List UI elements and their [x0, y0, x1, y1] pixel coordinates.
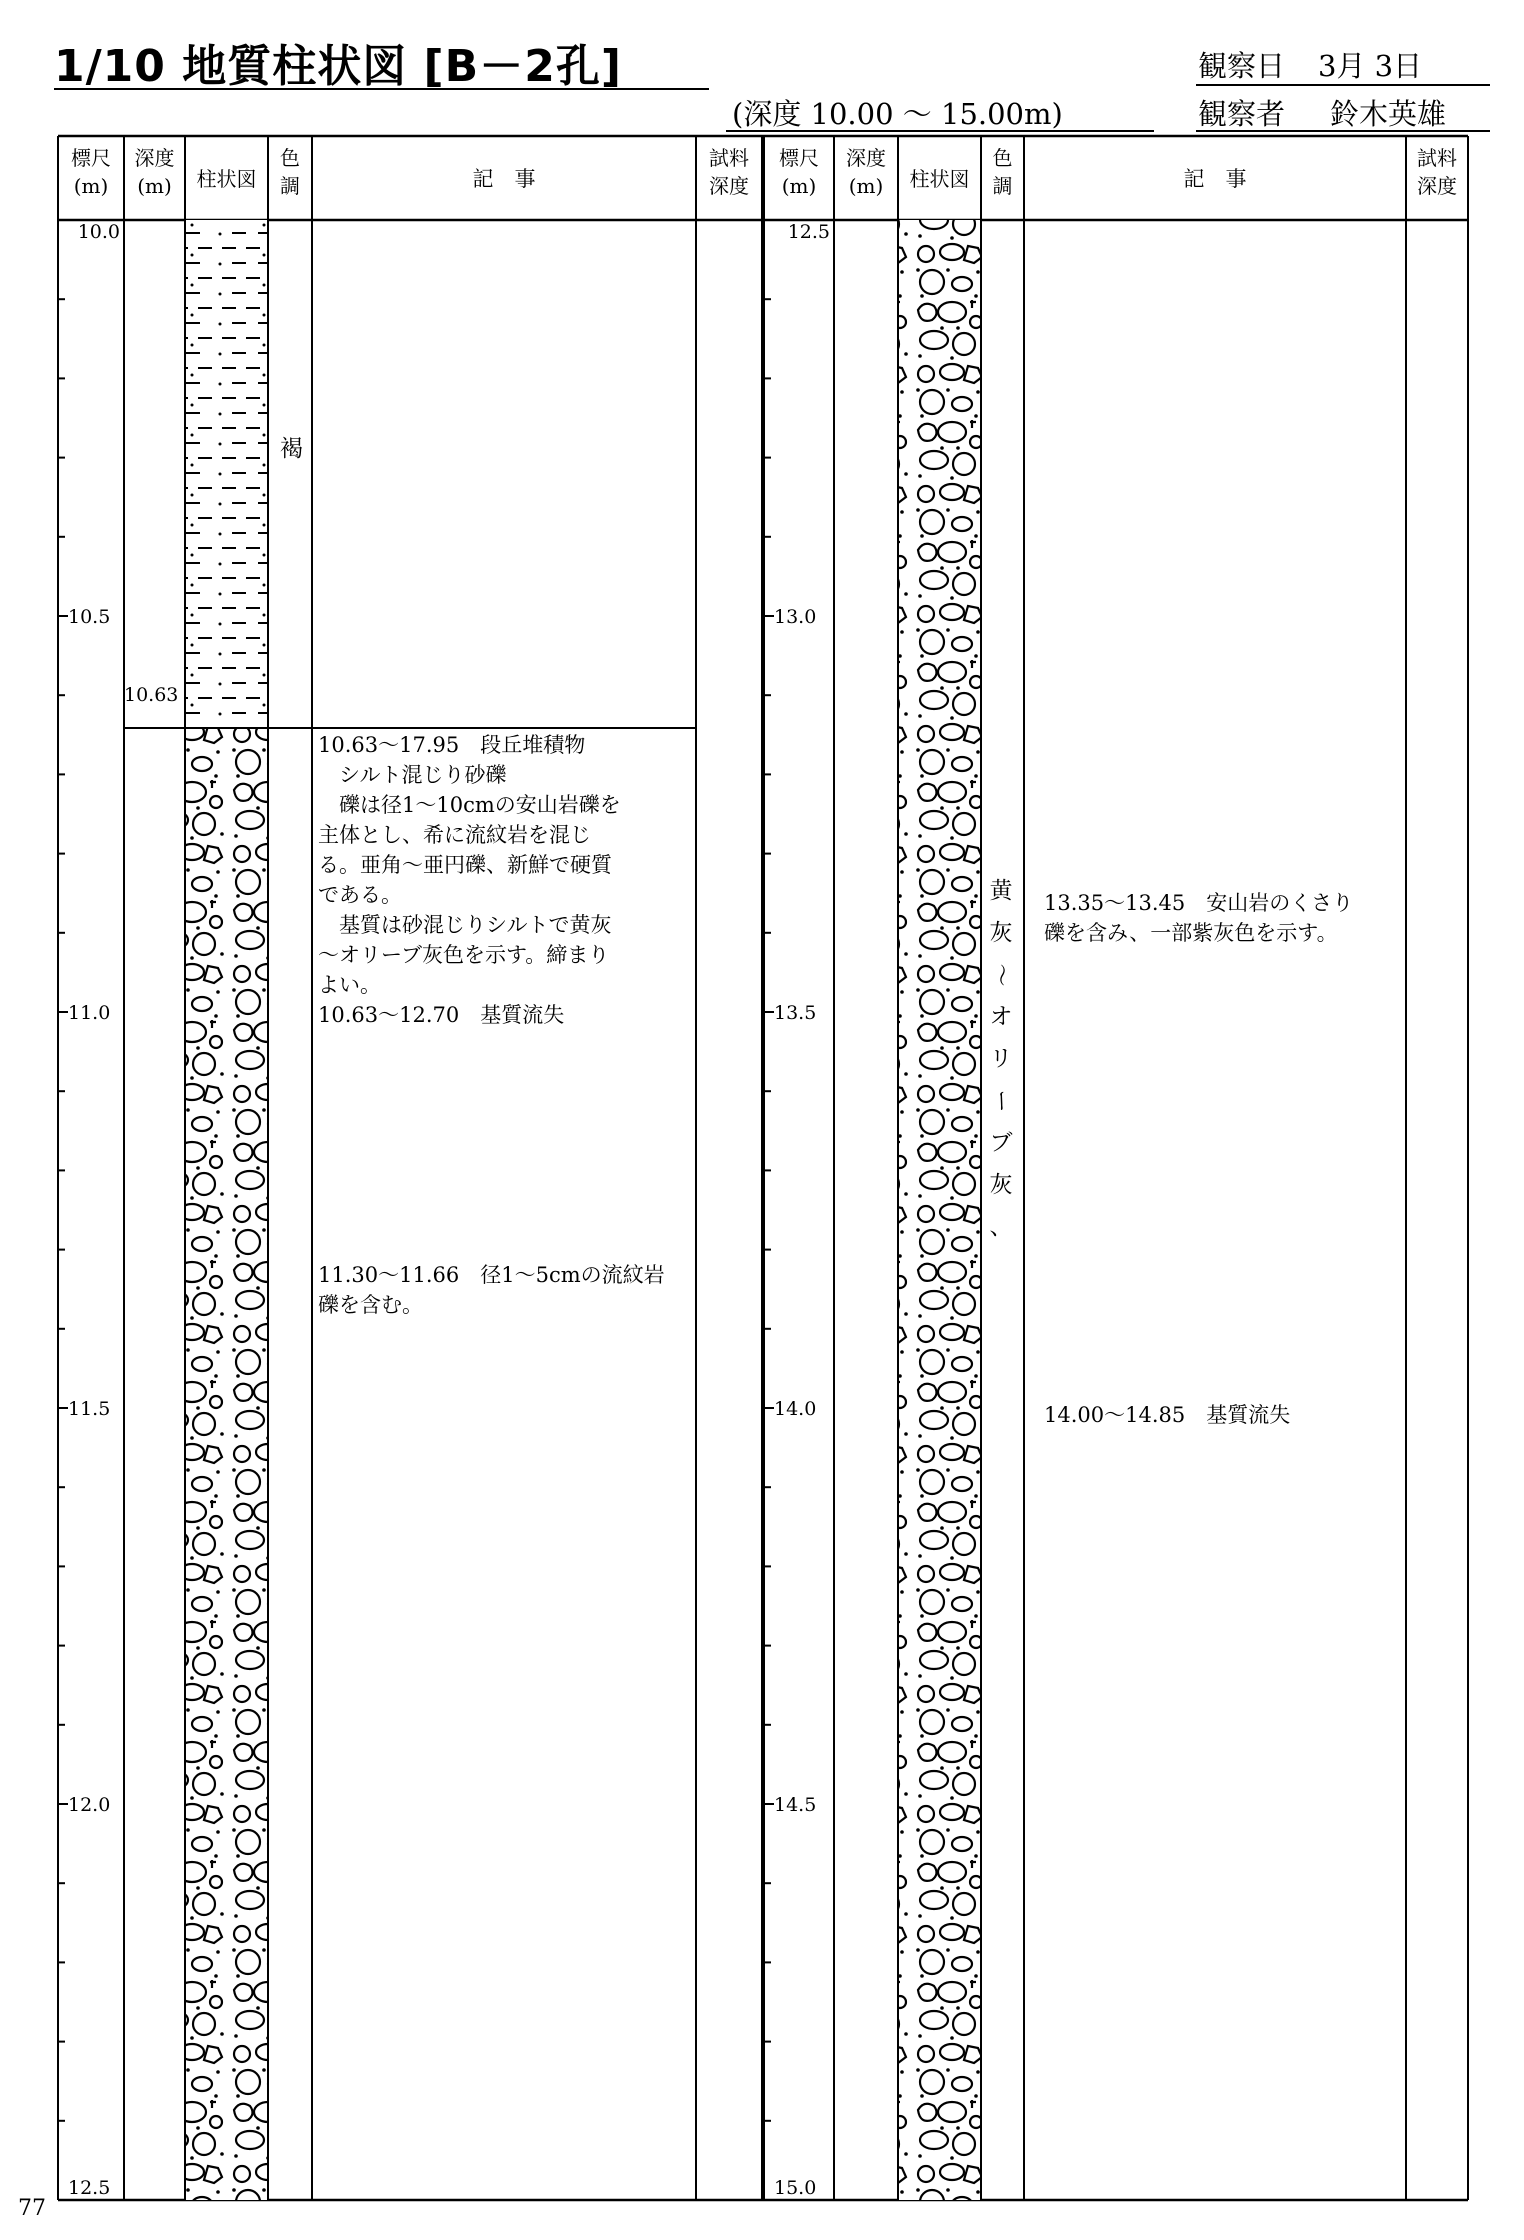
- scale-header: (m): [73, 174, 109, 198]
- note-line: よい。: [318, 973, 381, 997]
- depth-header: 深度: [134, 146, 175, 170]
- scale-header: 標尺: [779, 146, 819, 170]
- color-char: ～: [988, 963, 1014, 987]
- scale-label: 10.0: [77, 221, 120, 243]
- notes-header: 記 事: [472, 167, 536, 191]
- depth-header: (m): [137, 174, 172, 198]
- right-notes: [1044, 888, 1394, 948]
- sample-header: 深度: [1417, 174, 1457, 198]
- right-notes-2: [1044, 1400, 1394, 1430]
- color-header: 調: [280, 174, 300, 198]
- observation-date-value: 3月 3日: [1318, 49, 1423, 83]
- scale-label: 10.5: [68, 606, 111, 628]
- scale-header: 標尺: [71, 146, 111, 170]
- depth-header: 深度: [846, 146, 886, 170]
- note-line: ～オリーブ灰色を示す。締まり: [318, 943, 610, 967]
- scale-label: 15.0: [774, 2177, 817, 2199]
- note-line: 礫を含み、一部紫灰色を示す。: [1044, 921, 1338, 945]
- left-notes: [318, 730, 690, 1030]
- scale-label: 13.0: [774, 606, 817, 628]
- note-line: 基質は砂混じりシルトで黄灰: [318, 913, 612, 937]
- color-char: 黄: [989, 878, 1013, 904]
- left-notes-2: [318, 1260, 690, 1320]
- observer-label: 観察者: [1198, 97, 1286, 131]
- color-char: ブ: [989, 1130, 1013, 1156]
- observation-date-label: 観察日: [1198, 49, 1286, 83]
- left-color-tone: 褐: [280, 436, 303, 462]
- note-line: 10.63～12.70 基質流失: [318, 1003, 565, 1027]
- note-line: 11.30～11.66 径1～5cmの流紋岩: [318, 1263, 665, 1287]
- gravel-column: [898, 220, 981, 2200]
- note-line: る。亜角～亜円礫、新鮮で硬質: [318, 853, 612, 877]
- color-char: リ: [989, 1046, 1013, 1072]
- page-number: 77: [18, 2196, 46, 2221]
- scale-header: (m): [781, 174, 817, 198]
- sample-header: 試料: [709, 146, 749, 170]
- left-boundary-depth: 10.63: [124, 684, 179, 706]
- depth-range: (深度 10.00 ～ 15.00m): [732, 97, 1063, 131]
- gravel-column: [185, 728, 268, 2200]
- right-color-tone: [986, 870, 1016, 1248]
- color-char: オ: [989, 1004, 1013, 1030]
- scale-label: 14.0: [774, 1398, 817, 1420]
- scale-label: 12.5: [787, 221, 830, 243]
- note-line: 主体とし、希に流紋岩を混じ: [318, 823, 591, 847]
- page-title: 1/10 地質柱状図 [B－2孔]: [54, 41, 622, 92]
- scale-label: 12.0: [68, 1794, 111, 1816]
- color-header: 色: [280, 146, 300, 170]
- sample-header: 深度: [709, 174, 749, 198]
- depth-header: (m): [848, 174, 884, 198]
- column-header: 柱状図: [196, 167, 257, 191]
- color-header: 調: [992, 174, 1013, 198]
- color-char: ー: [988, 1089, 1014, 1113]
- note-line: シルト混じり砂礫: [318, 763, 507, 787]
- scale-label: 12.5: [68, 2177, 111, 2199]
- column-header: 柱状図: [909, 167, 970, 191]
- note-line: 13.35～13.45 安山岩のくさり: [1044, 891, 1354, 915]
- note-line: 14.00～14.85 基質流失: [1044, 1403, 1291, 1427]
- color-header: 色: [992, 146, 1013, 170]
- scale-label: 13.5: [774, 1002, 817, 1024]
- color-char: 灰: [989, 1172, 1013, 1198]
- color-char: 灰: [989, 920, 1013, 946]
- silt-column: [185, 220, 268, 728]
- note-line: である。: [318, 883, 402, 907]
- scale-label: 11.5: [68, 1398, 111, 1420]
- note-line: 10.63～17.95 段丘堆積物: [318, 733, 586, 757]
- scale-label: 14.5: [774, 1794, 817, 1816]
- observer-value: 鈴木英雄: [1330, 97, 1447, 131]
- notes-header: 記 事: [1183, 167, 1247, 191]
- note-line: 礫を含む。: [318, 1293, 423, 1317]
- color-char: 、: [989, 1214, 1013, 1240]
- scale-label: 11.0: [68, 1002, 111, 1024]
- sample-header: 試料: [1417, 146, 1457, 170]
- note-line: 礫は径1～10cmの安山岩礫を: [318, 793, 621, 817]
